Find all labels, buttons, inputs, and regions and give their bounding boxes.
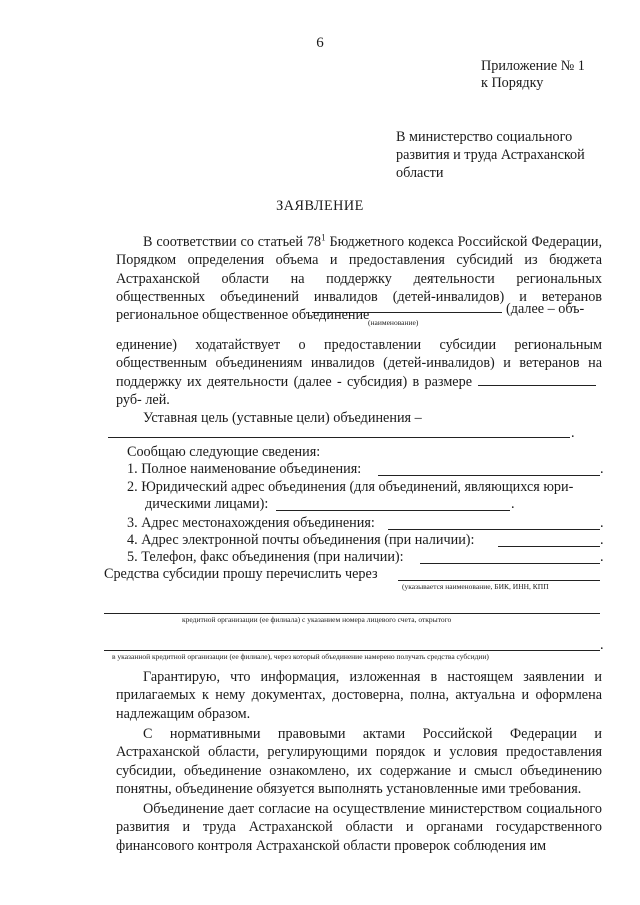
bank-field-1[interactable] bbox=[398, 580, 600, 581]
bank-field-3[interactable] bbox=[104, 650, 600, 651]
addressee-line-2: развития и труда Астраханской bbox=[396, 147, 585, 163]
goal-label: Уставная цель (уставные цели) объединения – bbox=[143, 410, 422, 426]
acts-paragraph: С нормативными правовыми актами Российской Федерации и Астраханской области, регулирующими порядок и условия предоставления субсидии, объединение ознакомлено, их содержание и смысл объединению понятны, объединение обязуется выполнять установленные ими требования. bbox=[116, 726, 602, 797]
appendix-line-2: к Порядку bbox=[481, 75, 544, 91]
intro-text-b: Бюджетного кодекса Российской Федерации, Порядком определения объема и предоставления субсидий из бюджета Астраханской области на поддержку деятельности региональных общественных объединений инвалидов (детей-инвалидов) и ветеранов региональное общественное объединение bbox=[116, 234, 602, 324]
info-item-2-end: . bbox=[511, 496, 515, 512]
appendix-line-1: Приложение № 1 bbox=[481, 58, 585, 74]
currency-text: руб- bbox=[116, 391, 142, 408]
funds-caption-1: (указывается наименование, БИК, ИНН, КПП bbox=[402, 582, 549, 591]
info-item-1-end: . bbox=[600, 461, 604, 477]
appendix-header bbox=[481, 58, 585, 92]
addressee-line-3: области bbox=[396, 165, 444, 181]
info-header: Сообщаю следующие сведения: bbox=[127, 444, 321, 460]
goal-field[interactable] bbox=[108, 437, 570, 438]
document-title: ЗАЯВЛЕНИЕ bbox=[276, 198, 364, 214]
funds-end: . bbox=[600, 637, 604, 653]
funds-caption-2: кредитной организации (ее филиала) с указанием номера лицевого счета, открытого bbox=[182, 615, 452, 624]
info-item-4: 4. Адрес электронной почты объединения (при наличии): bbox=[127, 532, 475, 548]
info-item-3: 3. Адрес местонахождения объединения: bbox=[127, 515, 375, 531]
full-name-field[interactable] bbox=[378, 475, 600, 476]
location-address-field[interactable] bbox=[388, 529, 600, 530]
request-text: единение) ходатайствует о предоставлении субсидии региональным общественным объединениям инвалидов (детей-инвалидов) и ветеранов на поддержку их деятельности (далее - субсидия) в размере bbox=[116, 337, 602, 390]
amount-field[interactable] bbox=[478, 373, 596, 386]
funds-caption-3: в указанной кредитной организации (ее филиале), через который объединение намерено получать средства субсидии) bbox=[112, 652, 489, 661]
goal-end: . bbox=[571, 425, 575, 441]
currency-text-end: лей. bbox=[145, 391, 170, 408]
addressee-block bbox=[396, 128, 585, 182]
info-item-1: 1. Полное наименование объединения: bbox=[127, 461, 362, 477]
addressee-line-1: В министерство социального bbox=[396, 129, 573, 145]
intro-superscript: 1 bbox=[321, 232, 326, 243]
consent-paragraph: Объединение дает согласие на осуществление министерством социального развития и труда Астраханской области и органами государственного финансового контроля Астраханской области проверок соблюдения им bbox=[116, 801, 602, 854]
info-item-2-cont: дическими лицами): bbox=[145, 496, 269, 512]
request-paragraph bbox=[116, 336, 602, 409]
organization-name-field[interactable] bbox=[312, 300, 502, 313]
funds-label: Средства субсидии прошу перечислить через bbox=[104, 566, 378, 582]
info-item-2: 2. Юридический адрес объединения (для объединений, являющихся юри- bbox=[127, 479, 574, 495]
info-item-5: 5. Телефон, факс объединения (при наличии): bbox=[127, 549, 404, 565]
info-item-4-end: . bbox=[600, 532, 604, 548]
legal-address-field[interactable] bbox=[276, 510, 510, 511]
intro-suffix: (далее – объ- bbox=[506, 301, 585, 317]
guarantee-paragraph: Гарантирую, что информация, изложенная в настоящем заявлении и прилагаемых к нему документах, достоверна, полна, актуальна и оформлена надлежащим образом. bbox=[116, 669, 602, 722]
info-item-3-end: . bbox=[600, 515, 604, 531]
email-field[interactable] bbox=[498, 546, 600, 547]
bank-field-2[interactable] bbox=[104, 613, 600, 614]
name-caption: (наименование) bbox=[368, 318, 419, 327]
info-item-5-end: . bbox=[600, 549, 604, 565]
page-number: 6 bbox=[316, 35, 324, 51]
phone-fax-field[interactable] bbox=[420, 563, 600, 564]
intro-text-a: В соответствии со статьей 78 bbox=[143, 234, 322, 250]
